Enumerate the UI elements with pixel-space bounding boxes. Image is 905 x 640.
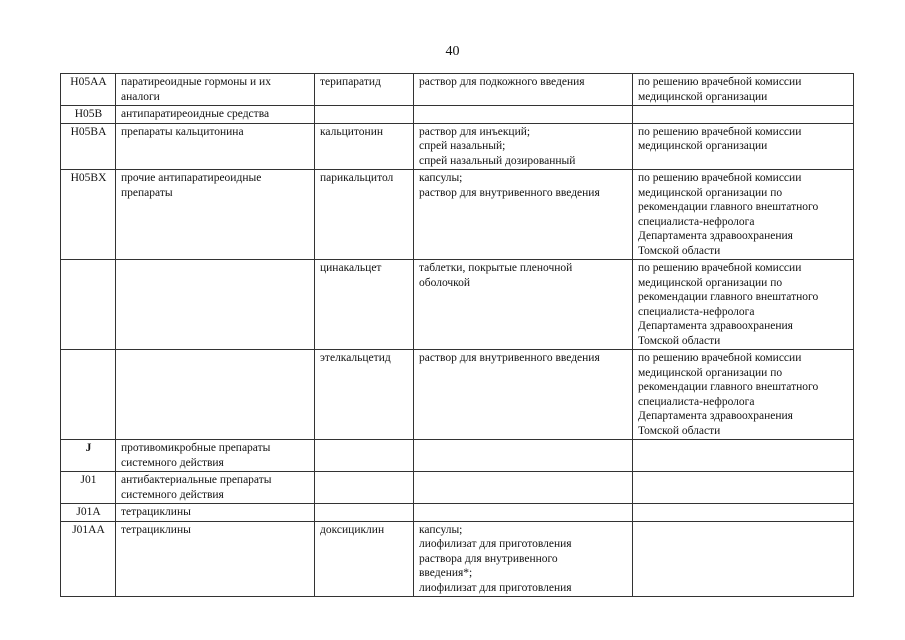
- atc-code-cell: J01: [61, 472, 116, 504]
- atc-code-cell: J01AA: [61, 521, 116, 597]
- group-cell: [116, 260, 315, 350]
- group-line: антибактериальные препараты: [121, 474, 272, 486]
- form-line: раствор для подкожного введения: [419, 76, 585, 88]
- table-row: [61, 123, 854, 170]
- condition-cell: [633, 504, 854, 522]
- form-line: спрей назальный дозированный: [419, 154, 576, 167]
- group-line: антипаратиреоидные средства: [121, 108, 270, 120]
- condition-cell: [633, 74, 854, 106]
- condition-cell: [633, 440, 854, 472]
- group-cell: [116, 123, 315, 170]
- drug-cell: [315, 504, 414, 522]
- form-cell: [414, 504, 633, 522]
- group-line: аналоги: [121, 90, 160, 103]
- form-cell: [414, 440, 633, 472]
- condition-line: медицинской организации по: [638, 276, 783, 289]
- condition-line: Департамента здравоохранения: [638, 410, 793, 422]
- condition-line: Департамента здравоохранения: [638, 230, 793, 242]
- form-cell: [414, 170, 633, 260]
- condition-line: медицинской организации: [638, 90, 768, 103]
- condition-line: рекомендации главного внештатного: [638, 291, 819, 303]
- group-line: системного действия: [121, 456, 224, 469]
- condition-line: специалиста-нефролога: [638, 395, 755, 408]
- table-row: [61, 504, 854, 522]
- atc-code-cell: H05B: [61, 106, 116, 124]
- form-line: введения*;: [419, 567, 473, 579]
- table-row: [61, 472, 854, 504]
- group-cell: [116, 350, 315, 440]
- condition-cell: [633, 123, 854, 170]
- condition-cell: [633, 472, 854, 504]
- table-row: [61, 440, 854, 472]
- table-row: [61, 350, 854, 440]
- table-row: [61, 260, 854, 350]
- condition-line: медицинской организации по: [638, 186, 783, 199]
- form-cell: [414, 521, 633, 597]
- atc-code-cell: H05BA: [61, 123, 116, 170]
- group-cell: [116, 504, 315, 522]
- table-row: [61, 74, 854, 106]
- condition-line: медицинской организации: [638, 140, 768, 152]
- condition-line: Томской области: [638, 244, 721, 257]
- form-line: таблетки, покрытые пленочной: [419, 262, 573, 274]
- form-cell: [414, 74, 633, 106]
- drug-cell: этелкальцетид: [315, 350, 414, 440]
- group-cell: [116, 521, 315, 597]
- group-line: противомикробные препараты: [121, 442, 271, 454]
- group-line: тетрациклины: [121, 506, 191, 518]
- condition-line: медицинской организации по: [638, 366, 783, 379]
- form-line: лиофилизат для приготовления: [419, 538, 572, 550]
- condition-line: Томской области: [638, 334, 721, 347]
- condition-line: по решению врачебной комиссии: [638, 76, 802, 88]
- condition-line: по решению врачебной комиссии: [638, 125, 802, 138]
- form-line: спрей назальный;: [419, 140, 506, 152]
- group-cell: [116, 440, 315, 472]
- group-cell: [116, 74, 315, 106]
- atc-code-cell: J01A: [61, 504, 116, 522]
- drug-table: [60, 73, 854, 597]
- condition-cell: [633, 106, 854, 124]
- form-cell: [414, 106, 633, 124]
- form-cell: [414, 260, 633, 350]
- group-line: прочие антипаратиреоидные: [121, 172, 262, 184]
- atc-code-cell: [61, 350, 116, 440]
- atc-code-cell: H05AA: [61, 74, 116, 106]
- form-cell: [414, 472, 633, 504]
- condition-cell: [633, 170, 854, 260]
- condition-cell: [633, 350, 854, 440]
- drug-cell: [315, 440, 414, 472]
- condition-line: по решению врачебной комиссии: [638, 262, 802, 274]
- drug-cell: парикальцитол: [315, 170, 414, 260]
- form-line: капсулы;: [419, 523, 463, 536]
- group-line: препараты кальцитонина: [121, 125, 244, 138]
- group-cell: [116, 472, 315, 504]
- form-cell: [414, 350, 633, 440]
- group-cell: [116, 170, 315, 260]
- drug-cell: [315, 106, 414, 124]
- condition-cell: [633, 521, 854, 597]
- condition-line: Департамента здравоохранения: [638, 320, 793, 332]
- form-line: раствор для инъекций;: [419, 125, 531, 138]
- page-number: 40: [445, 44, 460, 59]
- group-line: тетрациклины: [121, 523, 191, 536]
- condition-line: рекомендации главного внештатного: [638, 201, 819, 213]
- condition-line: по решению врачебной комиссии: [638, 352, 802, 364]
- condition-cell: [633, 260, 854, 350]
- drug-cell: терипаратид: [315, 74, 414, 106]
- form-line: лиофилизат для приготовления: [419, 581, 572, 594]
- group-line: системного действия: [121, 488, 224, 501]
- atc-code-cell: [61, 260, 116, 350]
- group-line: паратиреоидные гормоны и их: [121, 76, 271, 88]
- form-line: капсулы;: [419, 172, 463, 184]
- condition-line: Томской области: [638, 424, 721, 437]
- condition-line: специалиста-нефролога: [638, 305, 755, 318]
- form-line: раствора для внутривенного: [419, 552, 558, 565]
- form-line: раствор для внутривенного введения: [419, 352, 600, 364]
- drug-cell: [315, 472, 414, 504]
- condition-line: рекомендации главного внештатного: [638, 381, 819, 393]
- drug-cell: доксициклин: [315, 521, 414, 597]
- form-line: оболочкой: [419, 276, 471, 289]
- table-row: [61, 170, 854, 260]
- group-line: препараты: [121, 186, 173, 199]
- form-line: раствор для внутривенного введения: [419, 186, 600, 199]
- form-cell: [414, 123, 633, 170]
- table-row: [61, 106, 854, 124]
- drug-cell: кальцитонин: [315, 123, 414, 170]
- condition-line: по решению врачебной комиссии: [638, 172, 802, 184]
- table-row: [61, 521, 854, 597]
- atc-code-cell: J: [61, 440, 116, 472]
- group-cell: [116, 106, 315, 124]
- atc-code-cell: H05BX: [61, 170, 116, 260]
- drug-cell: цинакальцет: [315, 260, 414, 350]
- condition-line: специалиста-нефролога: [638, 215, 755, 228]
